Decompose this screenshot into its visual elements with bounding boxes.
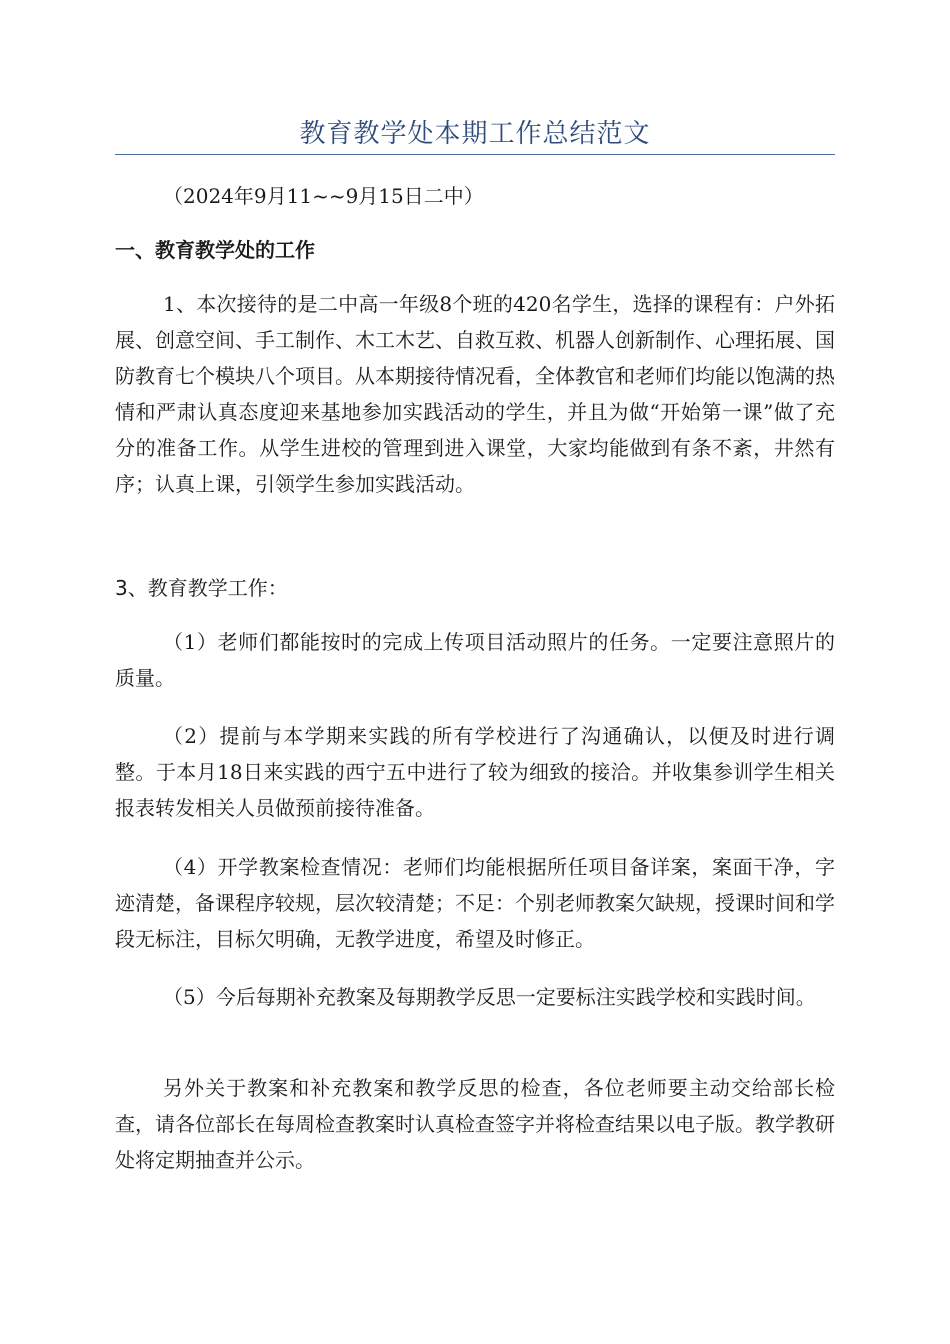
item-1: （1）老师们都能按时的完成上传项目活动照片的任务。一定要注意照片的质量。 bbox=[115, 630, 835, 690]
item-5: （5）今后每期补充教案及每期教学反思一定要标注实践学校和实践时间。 bbox=[163, 985, 816, 1009]
paragraph-1: 1、本次接待的是二中高一年级8个班的420名学生，选择的课程有：户外拓展、创意空间、手工制作、木工木艺、自救互救、机器人创新制作、心理拓展、国防教育七个模块八个项目。从本期接待情况看，全体教官和老师们均能以饱满的热情和严肃认真态度迎来基地参加实践活动的学生，并且为做“开始第一课”做了充分的准备工作。从学生进校的管理到进入课堂，大家均能做到有条不紊，井然有序；认真上课，引领学生参加实践活动。 bbox=[115, 292, 835, 496]
section-heading-1: 一、教育教学处的工作 bbox=[115, 238, 315, 262]
closing-paragraph: 另外关于教案和补充教案和教学反思的检查，各位老师要主动交给部长检查，请各位部长在每周检查教案时认真检查签字并将检查结果以电子版。教学教研处将定期抽查并公示。 bbox=[115, 1076, 835, 1172]
item-2: （2）提前与本学期来实践的所有学校进行了沟通确认，以便及时进行调整。于本月18日来实践的西宁五中进行了较为细致的接洽。并收集参训学生相关报表转发相关人员做预前接待准备。 bbox=[115, 724, 835, 820]
document-title: 教育教学处本期工作总结范文 bbox=[299, 119, 651, 149]
date-line: （2024年9月11~~9月15日二中） bbox=[163, 184, 484, 208]
section-heading-3: 3、教育教学工作： bbox=[115, 576, 288, 600]
item-4: （4）开学教案检查情况：老师们均能根据所任项目备详案，案面干净，字迹清楚，备课程序较规，层次较清楚；不足：个别老师教案欠缺规，授课时间和学段无标注，目标欠明确，无教学进度，希望及时修正。 bbox=[115, 855, 835, 951]
title-underline bbox=[115, 154, 835, 155]
